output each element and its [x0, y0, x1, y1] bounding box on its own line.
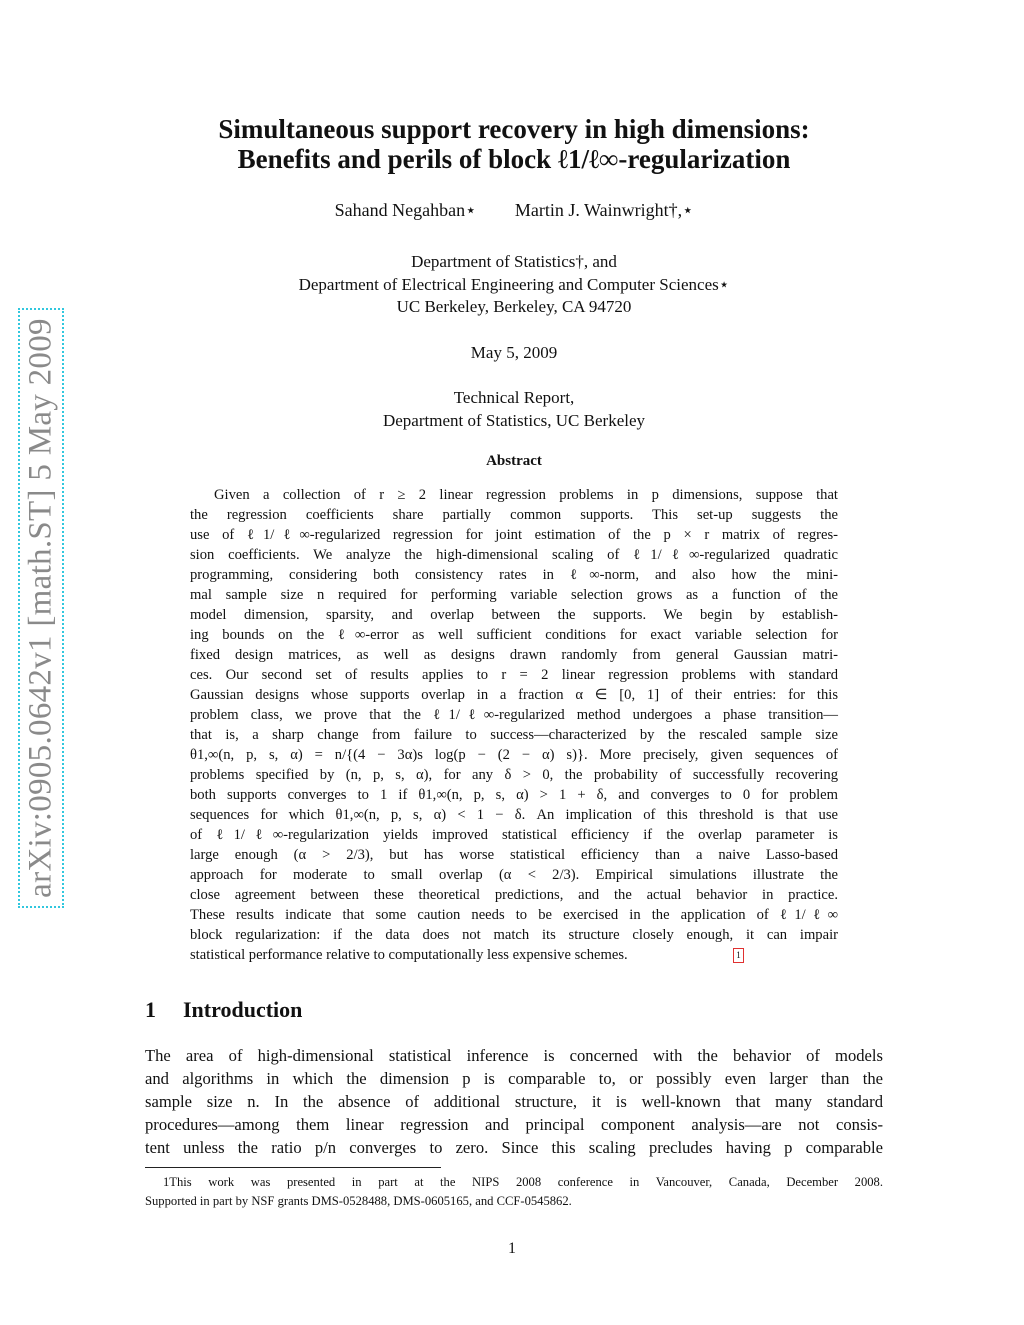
affiliation-block: [140, 251, 888, 319]
abstract-line: of ℓ1/ℓ∞-regularization yields improved statistical efficiency if the overlap parameter is: [190, 827, 838, 843]
body-line: tent unless the ratio p/n converges to zero. Since this scaling precludes having p comparable: [145, 1138, 883, 1157]
abstract-line: both supports converges to 1 if θ1,∞(n, p, s, α) > 1 + δ, and converges to 0 for problem: [190, 787, 838, 803]
abstract-line: problem class, we prove that the ℓ1/ℓ∞-regularized method undergoes a phase transition—: [190, 707, 838, 723]
abstract-line: sequences for which θ1,∞(n, p, s, α) < 1 − δ. An implication of this threshold is that use: [190, 807, 838, 823]
abstract-line: that is, a sharp change from failure to success—characterized by the rescaled sample size: [190, 727, 838, 743]
abstract-line: Gaussian designs whose supports overlap in a fraction α ∈ [0, 1] of their entries: for this: [190, 687, 838, 703]
report-line: Technical Report,: [453, 388, 575, 407]
abstract-line: close agreement between these theoretical predictions, and the actual behavior in practice.: [190, 887, 838, 903]
report-line: Department of Statistics, UC Berkeley: [382, 410, 646, 430]
abstract-line: Given a collection of r ≥ 2 linear regression problems in p dimensions, suppose that: [214, 487, 838, 503]
author-list: [140, 200, 888, 221]
section-number: 1: [145, 997, 156, 1022]
abstract-line: ing bounds on the ℓ∞-error as well sufficient conditions for exact variable selection for: [190, 627, 838, 643]
title-line-2: Benefits and perils of block ℓ1/ℓ∞-regularization: [237, 144, 791, 174]
footnote-link[interactable]: 1: [733, 948, 744, 963]
abstract-line: approach for moderate to small overlap (α < 2/3). Empirical simulations illustrate the: [190, 867, 838, 883]
abstract-line: use of ℓ1/ℓ∞-regularized regression for joint estimation of the p × r matrix of regres-: [190, 527, 838, 543]
report-info: [140, 387, 888, 432]
abstract-line: statistical performance relative to computationally less expensive schemes.: [190, 947, 628, 963]
abstract-line: programming, considering both consistency rates in ℓ∞-norm, and also how the mini-: [190, 567, 838, 583]
abstract-line: model dimension, sparsity, and overlap between the supports. We begin by establish-: [190, 607, 838, 623]
footnote-line: 1This work was presented in part at the NIPS 2008 conference in Vancouver, Canada, December 2008.: [163, 1175, 883, 1189]
abstract-line: fixed design matrices, as well as designs drawn randomly from general Gaussian matri-: [190, 647, 838, 663]
body-line: sample size n. In the absence of additional structure, it is well-known that many standard: [145, 1092, 883, 1111]
body-line: The area of high-dimensional statistical inference is concerned with the behavior of models: [145, 1046, 883, 1065]
body-line: procedures—among them linear regression and principal component analysis—are not consis-: [145, 1115, 883, 1134]
author-name: Sahand Negahban⋆: [334, 200, 477, 220]
page-number: 1: [508, 1240, 516, 1257]
body-line: and algorithms in which the dimension p is comparable to, or possibly even larger than the: [145, 1069, 883, 1088]
abstract-line: block regularization: if the data does not match its structure closely enough, it can impair: [190, 927, 838, 943]
paper-date: May 5, 2009: [470, 343, 558, 362]
arxiv-stamp-text: arXiv:0905.0642v1 [math.ST] 5 May 2009: [22, 318, 59, 898]
affiliation-line: Department of Electrical Engineering and Computer Sciences⋆: [298, 274, 730, 294]
footnote: [145, 1173, 883, 1211]
abstract-line: mal sample size n required for performing variable selection grows as a function of the: [190, 587, 838, 603]
section-heading: [145, 997, 302, 1023]
affiliation-line: UC Berkeley, Berkeley, CA 94720: [396, 297, 632, 316]
arxiv-stamp[interactable]: [18, 308, 64, 908]
section-title: Introduction: [183, 997, 303, 1022]
abstract-line: ces. Our second set of results applies to r = 2 linear regression problems with standard: [190, 667, 838, 683]
footnote-line: Supported in part by NSF grants DMS-0528488, DMS-0605165, and CCF-0545862.: [145, 1194, 572, 1208]
abstract-line: sion coefficients. We analyze the high-dimensional scaling of ℓ1/ℓ∞-regularized quadratic: [190, 547, 838, 563]
paper-title: [140, 114, 888, 174]
abstract-line: problems specified by (n, p, s, α), for any δ > 0, the probability of successfully recovering: [190, 767, 838, 783]
abstract-body: [190, 485, 838, 965]
abstract-line: θ1,∞(n, p, s, α) = n/{(4 − 3α)s log(p − (2 − α) s)}. More precisely, given sequences of: [190, 747, 838, 763]
section-body: [145, 1044, 883, 1159]
abstract-line: These results indicate that some caution needs to be exercised in the application of ℓ1/ℓ∞: [190, 907, 838, 923]
footnote-divider: [145, 1167, 441, 1168]
affiliation-line: Department of Statistics†, and: [411, 252, 617, 271]
author-name: Martin J. Wainwright†,⋆: [514, 200, 694, 220]
abstract-line: the regression coefficients share partially common supports. This set-up suggests the: [190, 507, 838, 523]
title-line-1: Simultaneous support recovery in high dimensions:: [218, 114, 810, 144]
abstract-line: large enough (α > 2/3), but has worse statistical efficiency than a naive Lasso-based: [190, 847, 838, 863]
abstract-heading: Abstract: [486, 453, 542, 469]
